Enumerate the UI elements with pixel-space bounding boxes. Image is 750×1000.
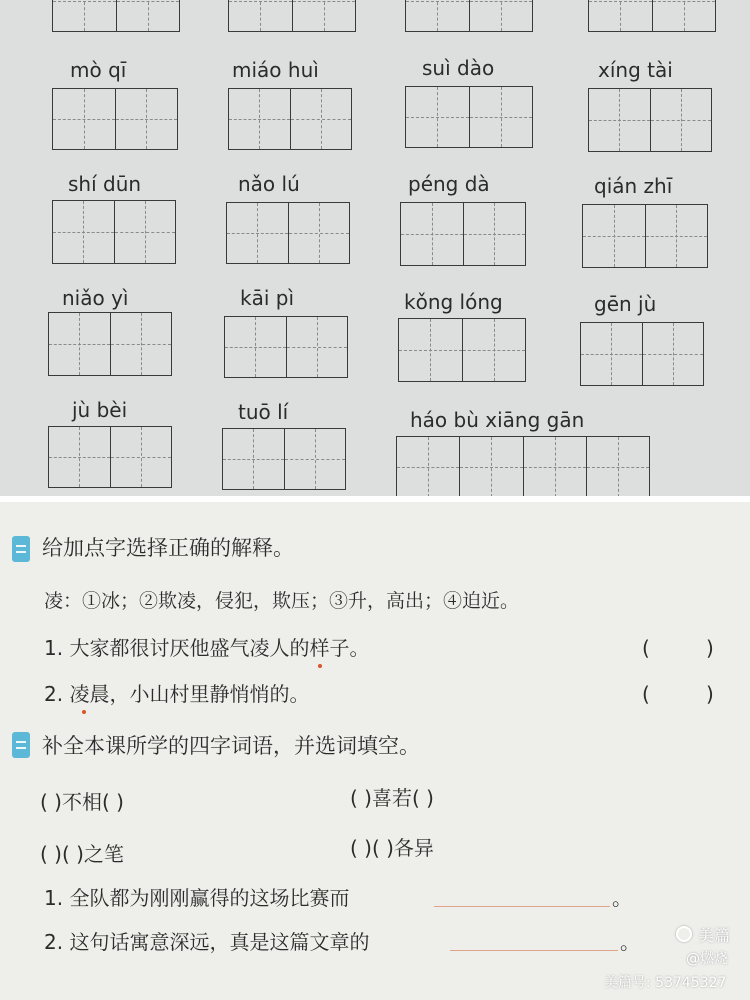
answer-paren-open: (	[642, 636, 650, 660]
section2-title: 给加点字选择正确的解释。	[42, 536, 294, 560]
pinyin-label: niǎo yì	[62, 286, 129, 310]
emphasis-dot	[82, 710, 86, 714]
idiom-blank-1: ( )不相( )	[40, 790, 124, 814]
question-1: 1. 大家都很讨厌他盛气凌人的样子。	[44, 636, 370, 660]
pinyin-label: jù bèi	[72, 398, 128, 422]
writing-grid	[588, 88, 712, 152]
pinyin-label: miáo huì	[232, 58, 319, 82]
answer-blank-line	[450, 950, 618, 951]
fill-question-2: 2. 这句话寓意深远，真是这篇文章的	[44, 930, 370, 954]
pinyin-label: kǒng lóng	[404, 290, 503, 314]
watermark-id: 美篇号: 53745327	[604, 975, 727, 991]
idiom-blank-3: ( )( )之笔	[40, 842, 124, 866]
pinyin-label: nǎo lú	[238, 172, 300, 196]
writing-grid-four	[396, 436, 650, 496]
pinyin-label: suì dào	[422, 56, 495, 80]
fill-question-1: 1. 全队都为刚刚赢得的这场比赛而	[44, 886, 350, 910]
pinyin-label: kāi pì	[240, 286, 295, 310]
pinyin-label: xíng tài	[598, 58, 673, 82]
writing-grid	[582, 204, 708, 268]
question-2: 2. 凌晨，小山村里静悄悄的。	[44, 682, 310, 706]
idiom-blank-2: ( )喜若( )	[350, 786, 434, 810]
writing-grid	[228, 88, 352, 150]
writing-grid	[52, 88, 178, 150]
answer-paren-open: (	[642, 682, 650, 706]
meipian-logo-icon	[676, 926, 692, 942]
definition-line: 凌：①冰；②欺凌，侵犯，欺压；③升，高出；④迫近。	[44, 590, 520, 612]
writing-grid	[405, 86, 533, 148]
pinyin-label: gēn jù	[594, 292, 657, 316]
section3-title: 补全本课所学的四字词语，并选词填空。	[42, 734, 420, 758]
section-number-icon	[12, 732, 30, 758]
writing-grid	[52, 200, 176, 264]
pinyin-label: mò qī	[70, 58, 127, 82]
writing-grid	[400, 202, 526, 266]
writing-grid	[224, 316, 348, 378]
period-mark: 。	[612, 886, 632, 910]
section-number-icon	[12, 536, 30, 562]
watermark-brand: 美篇	[698, 926, 731, 945]
pinyin-label: shí dūn	[68, 172, 142, 196]
pinyin-label: háo bù xiāng gān	[410, 408, 585, 432]
partial-grid	[52, 0, 180, 32]
answer-paren-close: )	[706, 636, 714, 660]
writing-grid	[48, 312, 172, 376]
answer-paren-close: )	[706, 682, 714, 706]
pinyin-label: qián zhī	[594, 174, 673, 198]
exercise-panel	[0, 502, 750, 1000]
writing-grid	[48, 426, 172, 488]
watermark-author: @燃烧	[686, 951, 728, 967]
writing-grid	[222, 428, 346, 490]
writing-grid	[580, 322, 704, 386]
partial-grid	[588, 0, 716, 32]
pinyin-writing-panel	[0, 0, 750, 496]
idiom-blank-4: ( )( )各异	[350, 836, 434, 860]
writing-grid	[226, 202, 350, 264]
pinyin-label: tuō lí	[238, 400, 289, 424]
period-mark: 。	[620, 930, 640, 954]
answer-blank-line	[434, 906, 610, 907]
pinyin-label: péng dà	[408, 172, 490, 196]
writing-grid	[398, 318, 526, 382]
emphasis-dot	[318, 664, 322, 668]
partial-grid	[405, 0, 533, 32]
partial-grid	[228, 0, 356, 32]
